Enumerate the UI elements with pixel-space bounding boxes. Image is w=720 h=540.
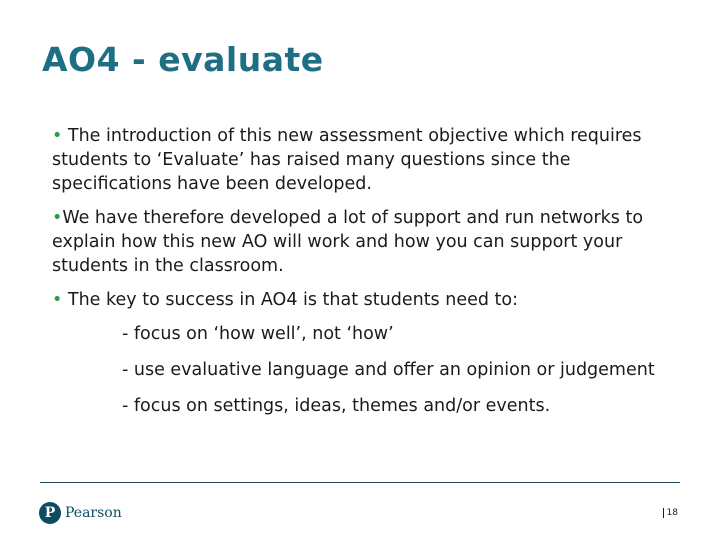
pearson-logo-icon: P [39,502,61,524]
paragraph-text: We have therefore developed a lot of support and run networks to explain how this new AO will work and how you can support your students in the classroom. [52,208,644,276]
bullet-marker: • [52,208,63,228]
paragraph-intro [52,124,672,196]
paragraph-support [52,206,672,278]
sub-list-item: - use evaluative language and offer an opinion or judgement [122,360,655,380]
sub-list-item: - focus on ‘how well’, not ‘how’ [122,324,394,344]
bullet-marker: • [52,126,63,146]
pearson-logo-text: Pearson [65,505,122,521]
slide-title: AO4 - evaluate [42,40,324,79]
footer-divider [40,482,680,483]
bullet-marker: • [52,290,63,310]
paragraph-text: The introduction of this new assessment objective which requires students to ‘Evaluate’ has raised many questions since the specifications have been developed. [52,126,642,194]
pearson-logo [39,502,122,524]
paragraph-key [52,288,672,312]
sub-list [122,322,672,418]
sub-list-item: - focus on settings, ideas, themes and/or events. [122,396,551,416]
paragraph-text: The key to success in AO4 is that students need to: [67,290,518,310]
page-number: 18 [663,508,678,518]
slide-body [52,124,672,430]
